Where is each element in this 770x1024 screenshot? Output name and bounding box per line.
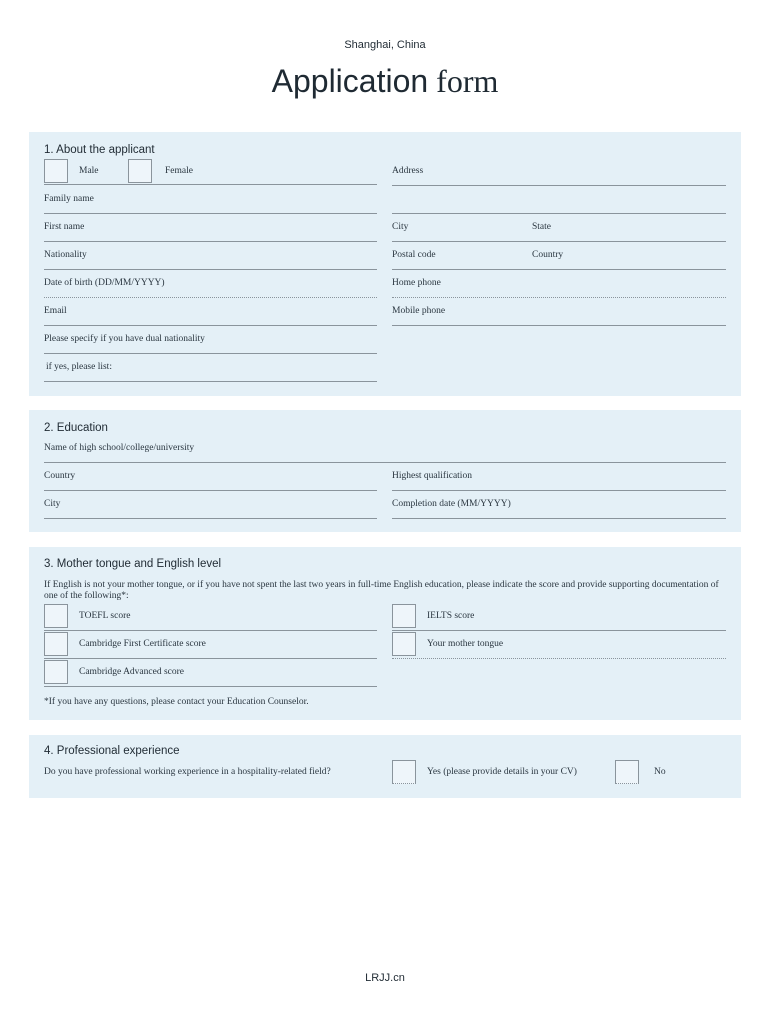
education-country-label: Country [44,471,76,481]
page-title [0,62,770,100]
completion-date-label: Completion date (MM/YYYY) [392,499,511,509]
experience-yes-checkbox[interactable] [392,760,416,784]
home-phone-field[interactable] [392,269,726,298]
experience-no-label: No [654,767,666,777]
section-heading: 4. Professional experience [44,745,180,757]
location-text: Shanghai, China [344,39,426,51]
experience-no-checkbox[interactable] [615,760,639,784]
address-line-2[interactable] [392,185,726,214]
nationality-field[interactable] [44,241,377,270]
postal-code-label: Postal code [392,250,436,260]
ielts-label: IELTS score [427,611,475,621]
footer-brand: LRJJ.cn [365,972,405,984]
cambridge-first-label: Cambridge First Certificate score [79,639,206,649]
dob-label: Date of birth (DD/MM/YYYY) [44,278,165,288]
section-professional-experience [29,735,741,798]
education-city-label: City [44,499,61,509]
dual-nationality-label: Please specify if you have dual nationality [44,334,205,344]
experience-yes-label: Yes (please provide details in your CV) [427,767,577,777]
toefl-label: TOEFL score [79,611,131,621]
male-label: Male [79,166,99,176]
school-label: Name of high school/college/university [44,443,195,453]
section-about-applicant [29,132,741,396]
section-heading: 3. Mother tongue and English level [44,558,222,570]
address-label: Address [392,166,424,176]
family-name-label: Family name [44,194,94,204]
country-label: Country [532,250,564,260]
mobile-phone-label: Mobile phone [392,306,446,316]
first-name-field[interactable] [44,213,377,242]
section-heading: 2. Education [44,422,108,434]
home-phone-label: Home phone [392,278,441,288]
state-label: State [532,222,551,232]
english-footnote: *If you have any questions, please contact your Education Counselor. [44,697,309,707]
education-country-field[interactable] [44,462,377,491]
family-name-field[interactable] [44,185,377,214]
section-english-level [29,547,741,720]
if-yes-label: if yes, please list: [46,362,112,372]
english-intro-text: If English is not your mother tongue, or if you have not spent the last two years in full-time English education, please indicate the score and provide supporting documentation of one of the following*: [44,580,719,601]
education-city-field[interactable] [44,490,377,519]
experience-question: Do you have professional working experience in a hospitality-related field? [44,767,331,777]
highest-qualification-label: Highest qualification [392,471,472,481]
city-field[interactable] [392,213,726,242]
cambridge-advanced-label: Cambridge Advanced score [79,667,184,677]
male-female-line [44,156,377,185]
section-heading: 1. About the applicant [44,144,155,156]
female-label: Female [165,166,193,176]
title-word-application: Application [271,63,429,99]
address-field[interactable] [392,157,726,186]
title-word-form: form [436,63,499,99]
city-label: City [392,222,409,232]
email-field[interactable] [44,297,377,326]
mother-tongue-label: Your mother tongue [427,639,504,649]
first-name-label: First name [44,222,85,232]
section-education [29,410,741,532]
nationality-label: Nationality [44,250,87,260]
email-label: Email [44,306,67,316]
